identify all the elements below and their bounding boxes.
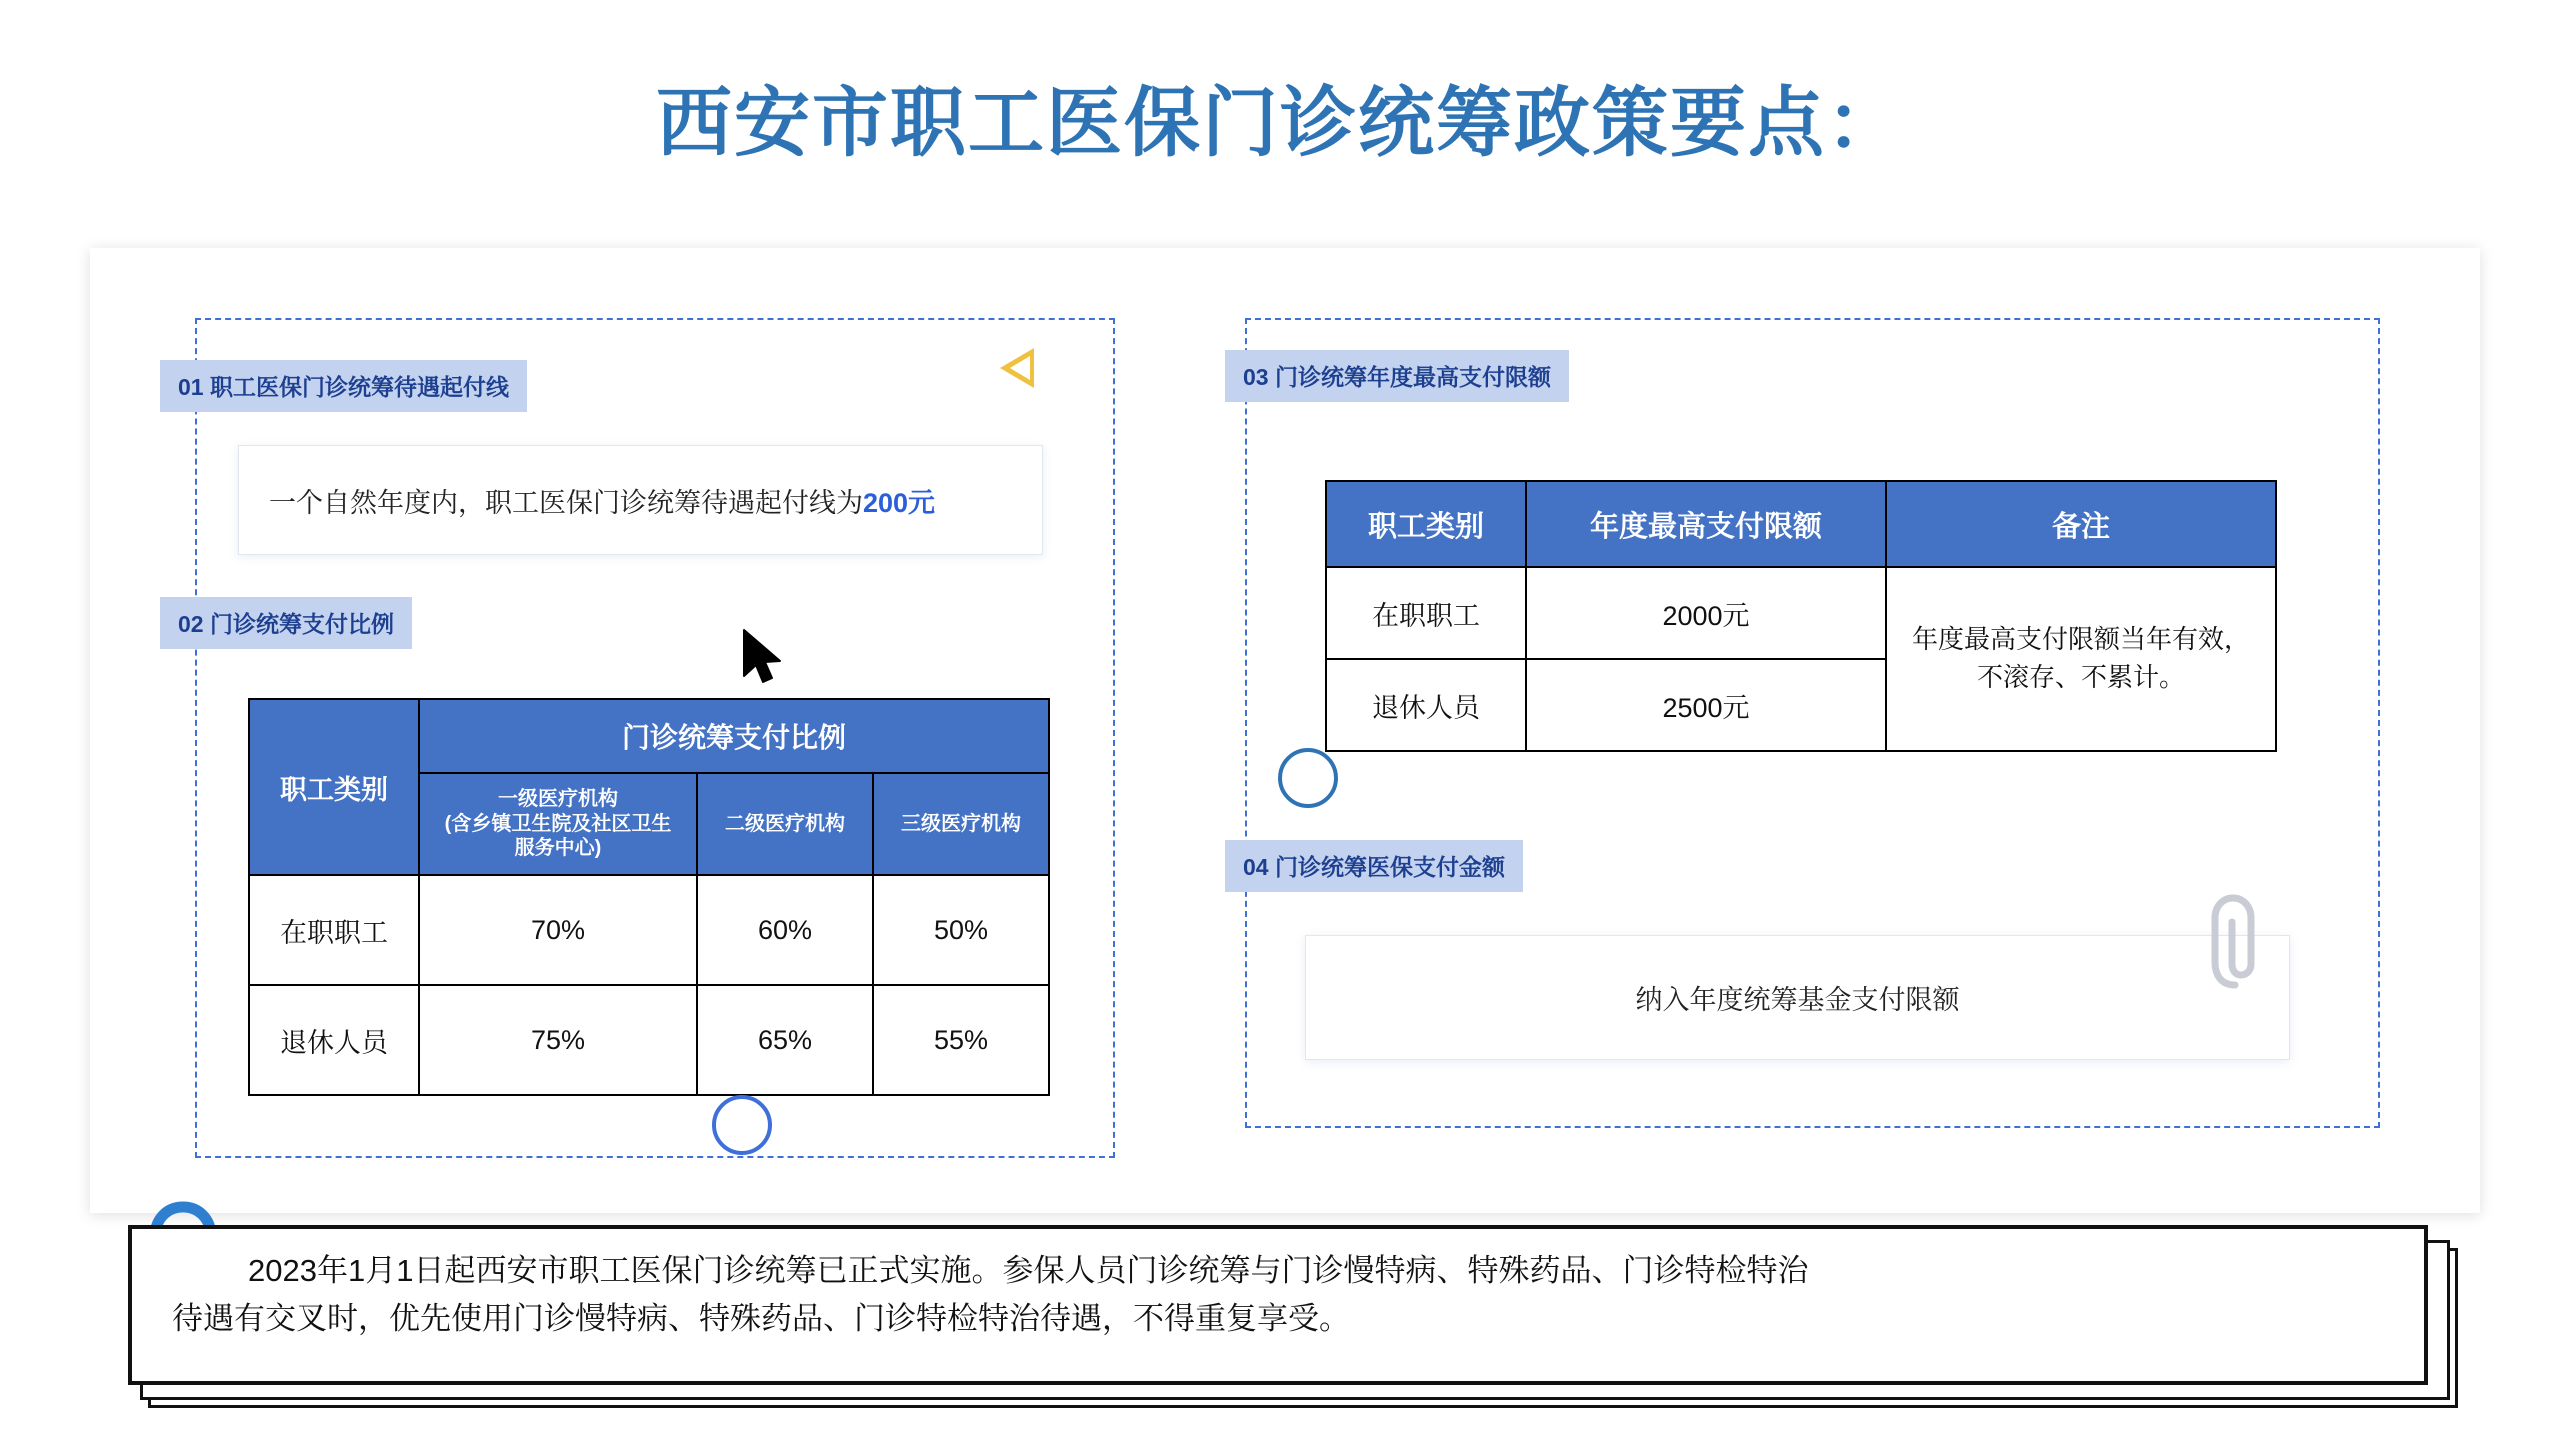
table-03-row2-limit: 2500元 (1526, 659, 1886, 751)
table-02-subheader-level1 (419, 773, 697, 875)
table-02-category-header: 职工类别 (249, 699, 419, 875)
table-03-header-note: 备注 (1886, 481, 2276, 567)
table-03-row1-limit: 2000元 (1526, 567, 1886, 659)
table-02-subheader-level3: 三级医疗机构 (873, 773, 1049, 875)
table-02-row1-category: 在职职工 (249, 875, 419, 985)
section-04-text: 纳入年度统筹基金支付限额 (1635, 985, 1960, 1015)
table-row (249, 875, 1049, 985)
footer-note-line2: 待遇有交叉时，优先使用门诊慢特病、特殊药品、门诊特检特治待遇，不得重复享受。 (172, 1301, 1350, 1337)
section-chip-03: 03 门诊统筹年度最高支付限额 (1225, 350, 1569, 402)
footer-note-line1: 2023年1月1日起西安市职工医保门诊统筹已正式实施。参保人员门诊统筹与门诊慢特病、特殊药品、门诊特检特治 (248, 1253, 1809, 1288)
table-03-header-category: 职工类别 (1326, 481, 1526, 567)
triangle-inner-icon (1010, 356, 1030, 380)
table-03-row1-category: 在职职工 (1326, 567, 1526, 659)
table-03-header-limit: 年度最高支付限额 (1526, 481, 1886, 567)
table-02-subheader-level1-line2: (含乡镇卫生院及社区卫生 (444, 812, 672, 835)
footer-note (128, 1225, 2428, 1385)
table-02-row1-level2: 60% (697, 875, 873, 985)
table-02-row2-level2: 65% (697, 985, 873, 1095)
table-row (249, 985, 1049, 1095)
table-02-group-header: 门诊统筹支付比例 (419, 699, 1049, 773)
section-chip-04: 04 门诊统筹医保支付金额 (1225, 840, 1523, 892)
table-03-note-line2: 不滚存、不累计。 (1976, 662, 2185, 692)
section-chip-02: 02 门诊统筹支付比例 (160, 597, 412, 649)
payment-ratio-table (248, 698, 1050, 1096)
table-02-row1-level3: 50% (873, 875, 1049, 985)
table-02-row1-level1: 70% (419, 875, 697, 985)
section-01-highlight: 200元 (863, 487, 936, 518)
section-01-text (269, 481, 935, 520)
table-02-row2-category: 退休人员 (249, 985, 419, 1095)
table-02-subheader-level1-line1: 一级医疗机构 (498, 788, 618, 811)
table-row (1326, 567, 2276, 659)
table-02-subheader-level2: 二级医疗机构 (697, 773, 873, 875)
table-02-row2-level1: 75% (419, 985, 697, 1095)
annual-limit-table (1325, 480, 2277, 752)
section-chip-01: 01 职工医保门诊统筹待遇起付线 (160, 360, 527, 412)
paperclip-icon (2205, 890, 2285, 1005)
circle-outline-icon (1278, 748, 1338, 808)
table-03-row2-category: 退休人员 (1326, 659, 1526, 751)
section-01-content-box (238, 445, 1043, 555)
section-04-content-box (1305, 935, 2290, 1060)
table-03-note-cell (1886, 567, 2276, 751)
circle-outline-icon (712, 1095, 772, 1155)
page-title: 西安市职工医保门诊统筹政策要点： (656, 81, 1904, 166)
section-01-text-prefix: 一个自然年度内，职工医保门诊统筹待遇起付线为 (269, 487, 863, 518)
table-02-row2-level3: 55% (873, 985, 1049, 1095)
table-03-note-line1: 年度最高支付限额当年有效， (1911, 624, 2250, 655)
table-02-subheader-level1-line3: 服务中心) (514, 837, 602, 860)
